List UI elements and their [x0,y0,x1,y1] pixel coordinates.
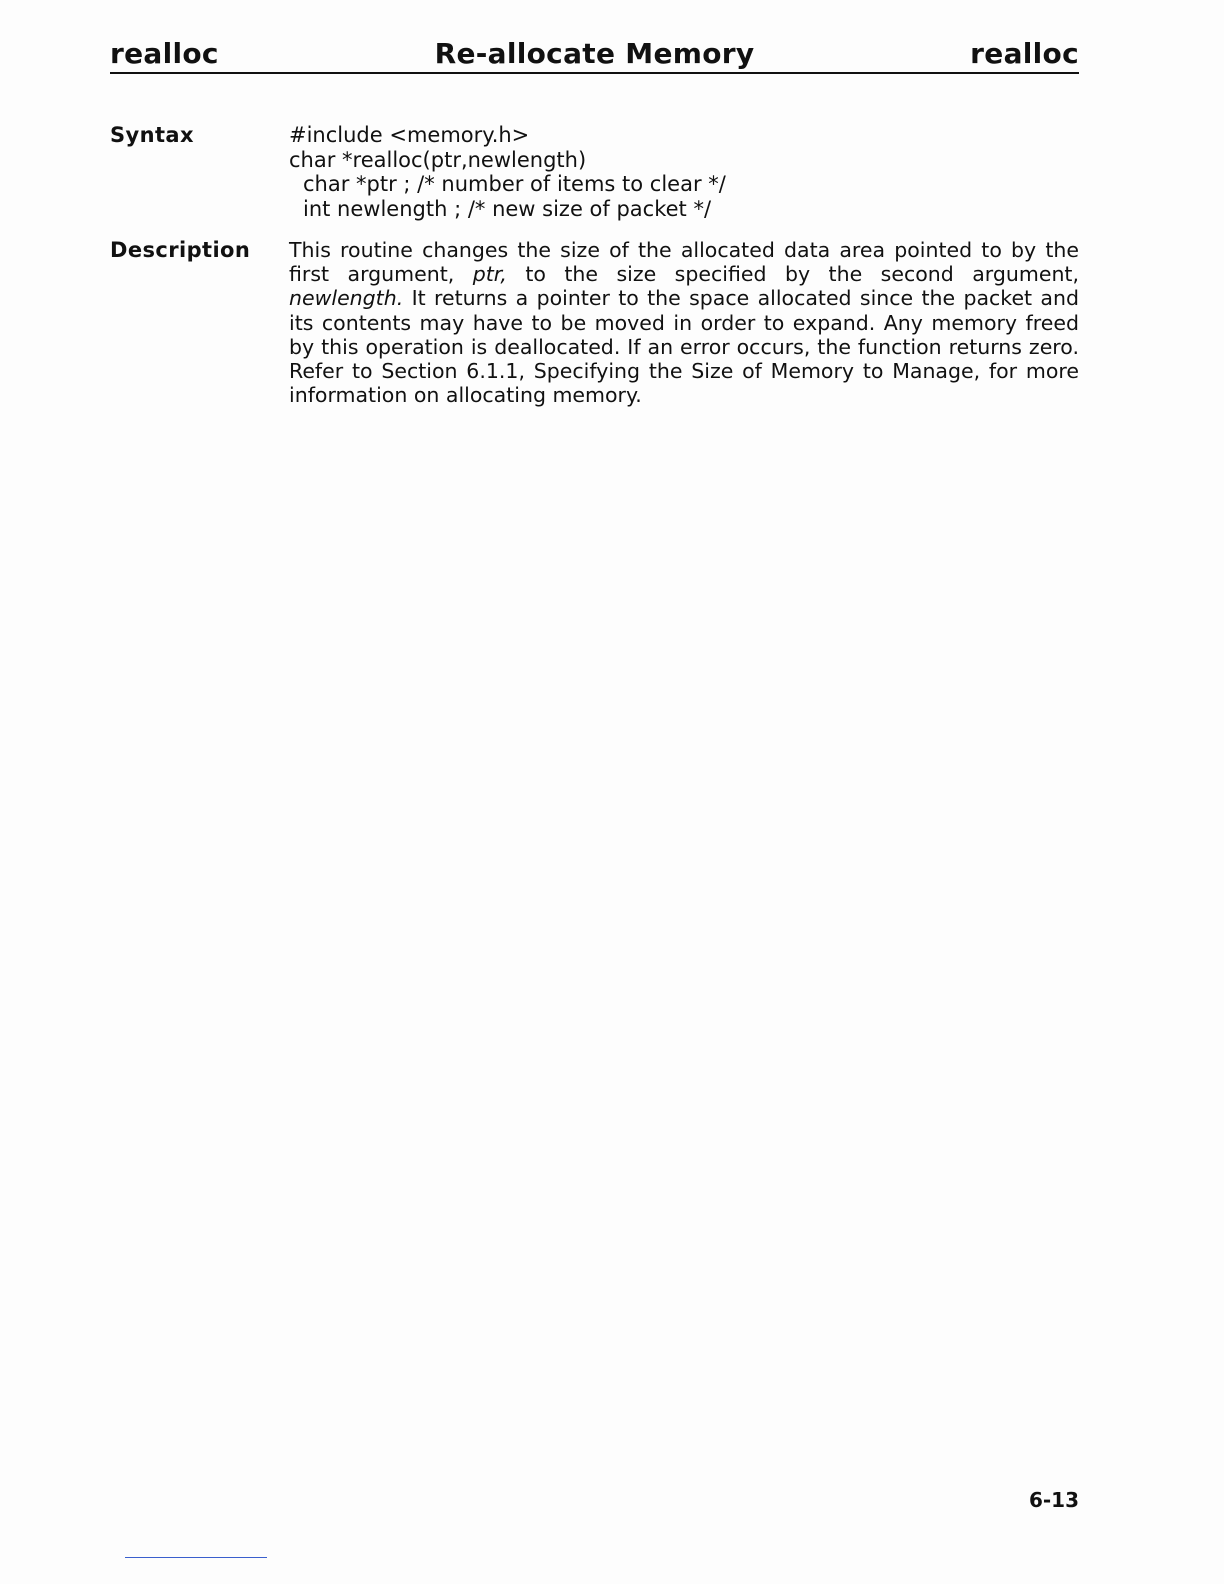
description-paragraph [289,238,1079,407]
description-text: It returns a pointer to the space allocated since the packet and [411,286,1079,311]
description-text: first argument, [289,262,455,287]
header-title: Re-allocate Memory [434,37,755,70]
header-function-name-right: realloc [970,37,1079,70]
description-line: Refer to Section 6.1.1, Specifying the Size of Memory to Manage, for more [289,359,1079,384]
syntax-line-param-ptr: char *ptr ; /* number of items to clear */ [303,172,726,196]
page-number: 6-13 [1028,1488,1079,1512]
description-line: its contents may have to be moved in order to expand. Any memory freed [289,310,1079,335]
description-line [289,262,1079,286]
syntax-block [289,123,726,221]
param-ptr-ref: ptr, [472,262,507,287]
syntax-line-signature: char *realloc(ptr,newlength) [289,147,587,172]
header-function-name-left: realloc [110,37,219,70]
description-line: information on allocating memory. [289,383,642,408]
description-label: Description [110,238,251,262]
footer-rule [125,1557,267,1558]
description-line [289,286,1079,310]
description-text: to the size specified by the second argument, [525,262,1079,287]
param-newlength-ref: newlength. [289,286,404,311]
description-line: by this operation is deallocated. If an error occurs, the function returns zero. [289,334,1079,359]
syntax-line-param-newlength: int newlength ; /* new size of packet */ [303,196,712,221]
syntax-label: Syntax [110,123,194,147]
description-line: This routine changes the size of the allocated data area pointed to by the [289,238,1079,262]
syntax-line-include: #include <memory.h> [289,123,530,147]
page-header [110,36,1079,74]
